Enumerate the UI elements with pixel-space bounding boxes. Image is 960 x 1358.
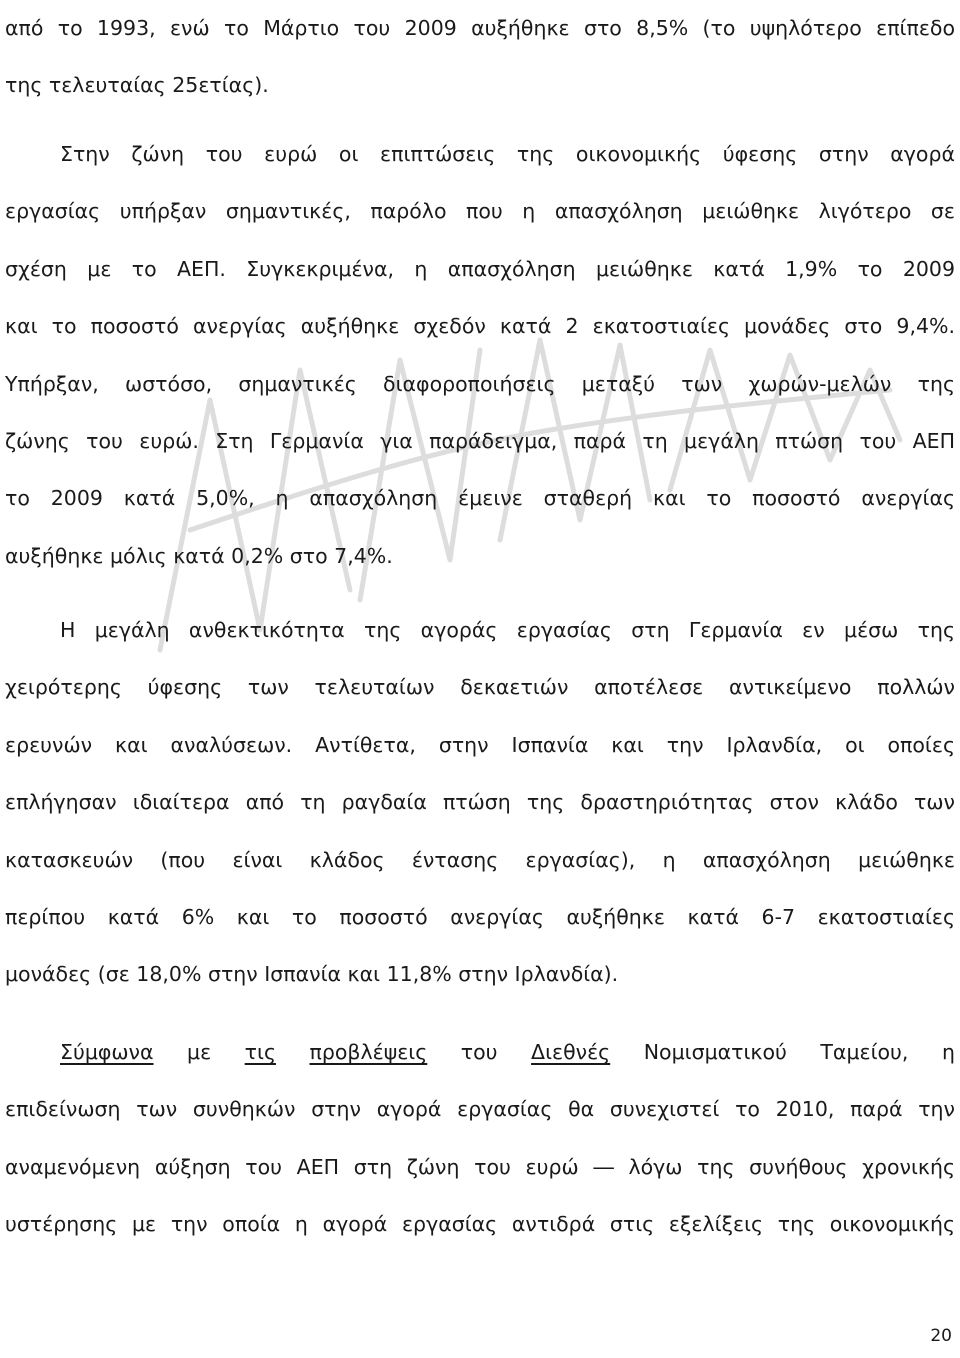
paragraph-1 (5, 0, 955, 115)
text-line: Στην ζώνη του ευρώ οι επιπτώσεις της οικονομικής ύφεσης στην αγορά (60, 142, 955, 166)
word: του (460, 1040, 498, 1064)
text-line: Η μεγάλη ανθεκτικότητα της αγοράς εργασίας στη Γερμανία εν μέσω της (60, 618, 955, 642)
text-line: επιδείνωση των συνθηκών στην αγορά εργασίας θα συνεχιστεί το 2010, παρά την (5, 1097, 955, 1122)
word: με (187, 1040, 212, 1064)
word: η (941, 1040, 955, 1064)
text-line (5, 1024, 955, 1081)
text-line: μονάδες (σε 18,0% στην Ισπανία και 11,8% στην Ιρλανδία). (5, 962, 619, 987)
text-line: υστέρησης με την οποία η αγορά εργασίας αντιδρά στις εξελίξεις της οικονομικής (5, 1212, 955, 1237)
text-line: επλήγησαν ιδιαίτερα από τη ραγδαία πτώση της δραστηριότητας στον κλάδο των (5, 790, 955, 815)
text-line: εργασίας υπήρξαν σημαντικές, παρόλο που η απασχόληση μειώθηκε λιγότερο σε (5, 199, 955, 224)
underlined-word: τις (244, 1040, 276, 1064)
text-line: ερευνών και αναλύσεων. Αντίθετα, στην Ισπανία και την Ιρλανδία, οι οποίες (5, 732, 955, 757)
text-line: το 2009 κατά 5,0%, η απασχόληση έμεινε σταθερή και το ποσοστό ανεργίας (5, 486, 955, 511)
text-line: της τελευταίας 25ετίας). (5, 73, 269, 98)
text-line: ζώνης του ευρώ. Στη Γερμανία για παράδειγμα, παρά τη μεγάλη πτώση του ΑΕΠ (5, 428, 955, 453)
text-line: χειρότερης ύφεσης των τελευταίων δεκαετιών αποτέλεσε αντικείμενο πολλών (5, 675, 955, 700)
text-line: από το 1993, ενώ το Μάρτιο του 2009 αυξήθηκε στο 8,5% (το υψηλότερο επίπεδο (5, 16, 955, 40)
paragraph-3 (5, 602, 955, 1004)
word: Ταμείου, (820, 1040, 909, 1064)
paragraph-4 (5, 1024, 955, 1254)
text-line: αυξήθηκε μόλις κατά 0,2% στο 7,4%. (5, 543, 393, 568)
text-line: αναμενόμενη αύξηση του ΑΕΠ στη ζώνη του ευρώ ― λόγω της συνήθους χρονικής (5, 1154, 955, 1179)
underlined-word: Διεθνές (531, 1040, 611, 1064)
underlined-word: προβλέψεις (309, 1040, 428, 1064)
text-line: και το ποσοστό ανεργίας αυξήθηκε σχεδόν κατά 2 εκατοστιαίες μονάδες στο 9,4%. (5, 314, 955, 339)
text-line: κατασκευών (που είναι κλάδος έντασης εργασίας), η απασχόληση μειώθηκε (5, 847, 955, 872)
page-number: 20 (930, 1326, 952, 1346)
text-line: σχέση με το ΑΕΠ. Συγκεκριμένα, η απασχόληση μειώθηκε κατά 1,9% το 2009 (5, 256, 955, 281)
underlined-word: Σύμφωνα (60, 1040, 154, 1064)
word: Νομισματικού (643, 1040, 787, 1064)
paragraph-2 (5, 126, 955, 585)
text-line: Υπήρξαν, ωστόσο, σημαντικές διαφοροποιήσεις μεταξύ των χωρών-μελών της (5, 371, 955, 396)
text-line: περίπου κατά 6% και το ποσοστό ανεργίας αυξήθηκε κατά 6-7 εκατοστιαίες (5, 904, 955, 929)
